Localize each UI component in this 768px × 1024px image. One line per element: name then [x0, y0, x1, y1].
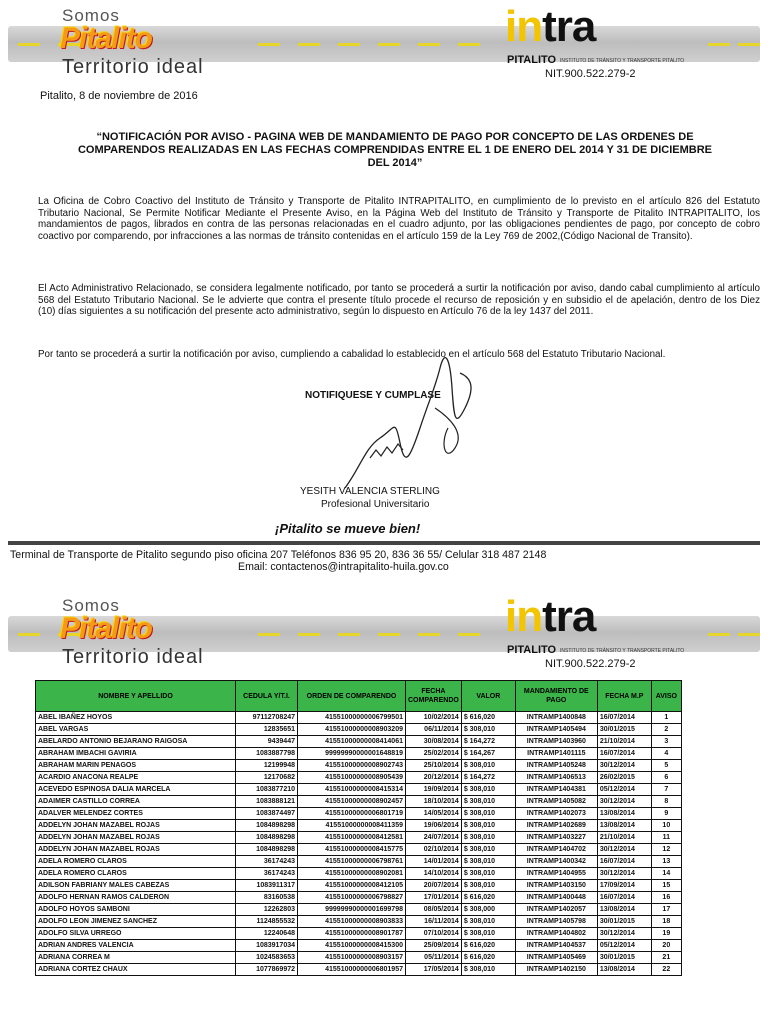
- table-row: [36, 820, 682, 832]
- table-cell: 30/12/2014: [597, 760, 651, 772]
- table-cell: 41551000000008415775: [298, 844, 406, 856]
- table-cell: INTRAMP1405494: [515, 724, 597, 736]
- table-cell: 41551000000008415300: [298, 940, 406, 952]
- table-cell: 1: [651, 712, 681, 724]
- somos-pitalito-logo: Somos Pitalito Territorio ideal: [60, 6, 204, 78]
- table-cell: 19/06/2014: [406, 820, 462, 832]
- table-cell: 8: [651, 796, 681, 808]
- table-cell: 14/10/2014: [406, 868, 462, 880]
- table-cell: ABRAHAM MARIN PENAGOS: [36, 760, 236, 772]
- table-cell: 99999990000001699798: [298, 904, 406, 916]
- table-cell: INTRAMP1403150: [515, 880, 597, 892]
- table-cell: 14: [651, 868, 681, 880]
- table-row: [36, 964, 682, 976]
- table-cell: INTRAMP1401115: [515, 748, 597, 760]
- table-cell: 11: [651, 832, 681, 844]
- table-cell: 41551000000008414061: [298, 736, 406, 748]
- table-cell: 7: [651, 784, 681, 796]
- table-cell: 41551000000006799501: [298, 712, 406, 724]
- table-cell: ABRAHAM IMBACHI GAVIRIA: [36, 748, 236, 760]
- table-cell: $ 308,010: [461, 856, 515, 868]
- table-row: [36, 784, 682, 796]
- table-cell: 16/07/2014: [597, 892, 651, 904]
- table-cell: INTRAMP1402073: [515, 808, 597, 820]
- table-cell: INTRAMP1402689: [515, 820, 597, 832]
- column-header: FECHA M.P: [597, 681, 651, 712]
- table-cell: 2: [651, 724, 681, 736]
- table-cell: ADDELYN JOHAN MAZABEL ROJAS: [36, 844, 236, 856]
- table-cell: 20/07/2014: [406, 880, 462, 892]
- table-row: [36, 904, 682, 916]
- table-cell: 1084898298: [236, 820, 298, 832]
- table-row: [36, 856, 682, 868]
- table-cell: 16/07/2014: [597, 748, 651, 760]
- table-cell: ADOLFO HERNAN RAMOS CALDERON: [36, 892, 236, 904]
- slogan: ¡Pitalito se mueve bien!: [275, 521, 421, 536]
- table-cell: 30/12/2014: [597, 868, 651, 880]
- table-cell: 30/01/2015: [597, 724, 651, 736]
- table-cell: $ 308,010: [461, 724, 515, 736]
- table-cell: $ 308,010: [461, 784, 515, 796]
- table-cell: $ 308,010: [461, 796, 515, 808]
- table-cell: $ 164,272: [461, 736, 515, 748]
- table-cell: ADDELYN JOHAN MAZABEL ROJAS: [36, 832, 236, 844]
- table-cell: 83160538: [236, 892, 298, 904]
- table-cell: $ 308,010: [461, 820, 515, 832]
- table-cell: 15: [651, 880, 681, 892]
- footer-address: Terminal de Transporte de Pitalito segundo piso oficina 207 Teléfonos 836 95 20, 836 36 55/ Celular 318 487 2148: [10, 549, 547, 561]
- table-cell: INTRAMP1400848: [515, 712, 597, 724]
- table-cell: 16/07/2014: [597, 856, 651, 868]
- table-cell: 1024583653: [236, 952, 298, 964]
- table-cell: INTRAMP1402150: [515, 964, 597, 976]
- table-cell: ADOLFO HOYOS SAMBONI: [36, 904, 236, 916]
- table-cell: 30/12/2014: [597, 928, 651, 940]
- table-cell: ABEL VARGAS: [36, 724, 236, 736]
- column-header: VALOR: [461, 681, 515, 712]
- table-cell: ACARDIO ANACONA REALPE: [36, 772, 236, 784]
- column-header: MANDAMIENTO DE PAGO: [515, 681, 597, 712]
- table-cell: 13/08/2014: [597, 904, 651, 916]
- table-cell: 36174243: [236, 868, 298, 880]
- notice-title: “NOTIFICACIÓN POR AVISO - PAGINA WEB DE MANDAMIENTO DE PAGO POR CONCEPTO DE LAS ORDENES DE COMPARENDOS REALIZADAS EN LAS FECHAS COMPRENDIDAS ENTRE EL 1 DE ENERO DEL 2014 Y 31 DE DICIEMBRE DEL 2014”: [77, 131, 713, 169]
- table-cell: ADALVER MELENDEZ CORTES: [36, 808, 236, 820]
- table-cell: 02/10/2014: [406, 844, 462, 856]
- table-cell: ADRIANA CORTEZ CHAUX: [36, 964, 236, 976]
- letter-date: Pitalito, 8 de noviembre de 2016: [40, 90, 198, 102]
- table-cell: 36174243: [236, 856, 298, 868]
- table-cell: 1083877210: [236, 784, 298, 796]
- table-cell: 25/10/2014: [406, 760, 462, 772]
- table-cell: 41551000000006798761: [298, 856, 406, 868]
- table-cell: INTRAMP1405082: [515, 796, 597, 808]
- table-cell: 41551000000008902743: [298, 760, 406, 772]
- table-cell: 14/01/2014: [406, 856, 462, 868]
- table-cell: 13/08/2014: [597, 808, 651, 820]
- table-cell: 21/10/2014: [597, 832, 651, 844]
- table-cell: ADOLFO LEON JIMENEZ SANCHEZ: [36, 916, 236, 928]
- table-cell: 30/01/2015: [597, 916, 651, 928]
- somos-pitalito-logo: Somos Pitalito Territorio ideal: [60, 596, 204, 668]
- table-cell: 41551000000008903209: [298, 724, 406, 736]
- table-cell: ADDELYN JOHAN MAZABEL ROJAS: [36, 820, 236, 832]
- table-cell: 5: [651, 760, 681, 772]
- header-banner: [0, 0, 768, 95]
- signer-role: Profesional Universitario: [321, 499, 430, 510]
- footer-email: Email: contactenos@intrapitalito-huila.gov.co: [238, 561, 449, 573]
- table-cell: 05/12/2014: [597, 784, 651, 796]
- table-cell: 1083887798: [236, 748, 298, 760]
- table-cell: 3: [651, 736, 681, 748]
- table-cell: INTRAMP1400448: [515, 892, 597, 904]
- table-cell: INTRAMP1404381: [515, 784, 597, 796]
- notices-table: [35, 680, 682, 976]
- table-row: [36, 712, 682, 724]
- table-row: [36, 748, 682, 760]
- table-cell: ADAIMER CASTILLO CORREA: [36, 796, 236, 808]
- table-cell: 24/07/2014: [406, 832, 462, 844]
- table-cell: 9: [651, 808, 681, 820]
- table-cell: INTRAMP1404702: [515, 844, 597, 856]
- table-cell: 41551000000008412581: [298, 832, 406, 844]
- table-cell: 08/05/2014: [406, 904, 462, 916]
- table-page: [0, 590, 768, 1024]
- table-cell: 18/10/2014: [406, 796, 462, 808]
- table-cell: $ 308,010: [461, 928, 515, 940]
- table-row: [36, 928, 682, 940]
- table-cell: 10/02/2014: [406, 712, 462, 724]
- table-header-row: [36, 681, 682, 712]
- table-cell: INTRAMP1403960: [515, 736, 597, 748]
- table-cell: $ 308,010: [461, 760, 515, 772]
- table-cell: $ 308,010: [461, 880, 515, 892]
- table-cell: ABEL IBAÑEZ HOYOS: [36, 712, 236, 724]
- table-cell: 14/05/2014: [406, 808, 462, 820]
- table-cell: $ 164,272: [461, 772, 515, 784]
- table-cell: 1083874497: [236, 808, 298, 820]
- table-cell: 17/09/2014: [597, 880, 651, 892]
- table-cell: 10: [651, 820, 681, 832]
- table-row: [36, 916, 682, 928]
- table-cell: 41551000000006801957: [298, 964, 406, 976]
- paragraph-1: La Oficina de Cobro Coactivo del Instituto de Tránsito y Transporte de Pitalito INTRAPITALITO, en cumplimiento de lo previsto en el artículo 826 del Estatuto Tributario Nacional, Se Permite Notificar Mediante el Presente Aviso, en la Página Web del Instituto de Tránsito y Transporte de Pitalito INTRAPITALITO, los mandamientos de pagos, librados en contra de las personas relacionadas en el cuadro adjunto, por las obligaciones pendientes de pago, por concepto de cobro coactivo por comparendo, por infracciones a las normas de tránsito contenidas en el artículo 159 de la Ley 769 de 2002,(Código Nacional de Transito).: [38, 196, 760, 242]
- table-cell: 22: [651, 964, 681, 976]
- table-row: [36, 736, 682, 748]
- table-row: [36, 952, 682, 964]
- table-cell: 21: [651, 952, 681, 964]
- table-row: [36, 796, 682, 808]
- table-cell: 30/12/2014: [597, 844, 651, 856]
- column-header: AVISO: [651, 681, 681, 712]
- table-cell: 30/08/2014: [406, 736, 462, 748]
- table-cell: 12262803: [236, 904, 298, 916]
- table-cell: ADELA ROMERO CLAROS: [36, 868, 236, 880]
- table-cell: 1124855532: [236, 916, 298, 928]
- table-cell: $ 308,010: [461, 868, 515, 880]
- header-banner: [0, 590, 768, 685]
- table-cell: $ 616,020: [461, 892, 515, 904]
- footer-divider: [8, 541, 760, 545]
- table-cell: 30/01/2015: [597, 952, 651, 964]
- table-cell: 07/10/2014: [406, 928, 462, 940]
- table-cell: INTRAMP1403227: [515, 832, 597, 844]
- table-cell: 13: [651, 856, 681, 868]
- column-header: NOMBRE Y APELLIDO: [36, 681, 236, 712]
- table-cell: 19/09/2014: [406, 784, 462, 796]
- table-row: [36, 808, 682, 820]
- table-cell: ADRIANA CORREA M: [36, 952, 236, 964]
- table-cell: INTRAMP1406513: [515, 772, 597, 784]
- table-cell: 4: [651, 748, 681, 760]
- table-cell: $ 308,010: [461, 964, 515, 976]
- table-cell: ADOLFO SILVA URREGO: [36, 928, 236, 940]
- closing-text: NOTIFIQUESE Y CUMPLASE: [305, 390, 441, 401]
- paragraph-3: Por tanto se procederá a surtir la notificación por aviso, cumpliendo a cabalidad lo establecido en el artículo 568 del Estatuto Tributario Nacional.: [38, 349, 666, 360]
- table-cell: 18: [651, 916, 681, 928]
- table-cell: 05/11/2014: [406, 952, 462, 964]
- table-cell: ADILSON FABRIANY MALES CABEZAS: [36, 880, 236, 892]
- table-row: [36, 832, 682, 844]
- table-cell: 41551000000008905439: [298, 772, 406, 784]
- table-cell: 1083888121: [236, 796, 298, 808]
- table-cell: 12835651: [236, 724, 298, 736]
- table-cell: INTRAMP1404955: [515, 868, 597, 880]
- column-header: ORDEN DE COMPARENDO: [298, 681, 406, 712]
- table-cell: 26/02/2015: [597, 772, 651, 784]
- signer-name: YESITH VALENCIA STERLING: [300, 486, 440, 497]
- table-cell: INTRAMP1404537: [515, 940, 597, 952]
- table-cell: 16/11/2014: [406, 916, 462, 928]
- table-cell: $ 164,267: [461, 748, 515, 760]
- table-cell: 12170682: [236, 772, 298, 784]
- table-cell: 1077869972: [236, 964, 298, 976]
- intra-logo: intra PITALITO INSTITUTO DE TRÁNSITO Y TRANSPORTE PITALITO NIT.900.522.279-2: [505, 2, 685, 80]
- table-cell: 41551000000008903157: [298, 952, 406, 964]
- table-cell: INTRAMP1405798: [515, 916, 597, 928]
- handwritten-signature: [340, 348, 480, 498]
- table-cell: 30/12/2014: [597, 796, 651, 808]
- table-cell: $ 308,010: [461, 916, 515, 928]
- table-cell: $ 616,020: [461, 952, 515, 964]
- table-cell: $ 308,010: [461, 832, 515, 844]
- table-cell: 9439447: [236, 736, 298, 748]
- table-row: [36, 940, 682, 952]
- table-row: [36, 868, 682, 880]
- table-cell: 12240648: [236, 928, 298, 940]
- table-cell: INTRAMP1404802: [515, 928, 597, 940]
- table-cell: 12: [651, 844, 681, 856]
- table-cell: INTRAMP1405248: [515, 760, 597, 772]
- table-cell: 1084898298: [236, 844, 298, 856]
- table-cell: INTRAMP1402057: [515, 904, 597, 916]
- table-cell: 20/12/2014: [406, 772, 462, 784]
- table-cell: 17/05/2014: [406, 964, 462, 976]
- table-cell: 25/09/2014: [406, 940, 462, 952]
- paragraph-2: El Acto Administrativo Relacionado, se considera legalmente notificado, por tanto se procederá a surtir la notificación por aviso, dando cabal cumplimiento al artículo 568 del Estatuto Tributario Nacional. Se le advierte que contra el presente título procede el recurso de reposición y en subsidio el de apelación, dentro de los Diez (10) días siguientes a su notificación del presente acto administrativo, según lo dispuesto en Artículo 76 de la ley 1437 del 2011.: [38, 283, 760, 318]
- table-cell: 13/08/2014: [597, 964, 651, 976]
- table-cell: INTRAMP1405469: [515, 952, 597, 964]
- table-cell: 99999990000001648819: [298, 748, 406, 760]
- table-cell: INTRAMP1400342: [515, 856, 597, 868]
- intra-logo: intra PITALITO INSTITUTO DE TRÁNSITO Y TRANSPORTE PITALITO NIT.900.522.279-2: [505, 592, 685, 670]
- table-row: [36, 880, 682, 892]
- table-cell: 05/12/2014: [597, 940, 651, 952]
- table-cell: ADELA ROMERO CLAROS: [36, 856, 236, 868]
- nit-number: NIT.900.522.279-2: [545, 658, 636, 670]
- table-cell: $ 308,000: [461, 904, 515, 916]
- table-cell: 6: [651, 772, 681, 784]
- column-header: FECHA COMPARENDO: [406, 681, 462, 712]
- table-cell: $ 308,010: [461, 808, 515, 820]
- table-cell: 17/01/2014: [406, 892, 462, 904]
- table-cell: 20: [651, 940, 681, 952]
- column-header: CEDULA Y/T.I.: [236, 681, 298, 712]
- table-cell: 1084898298: [236, 832, 298, 844]
- table-row: [36, 724, 682, 736]
- table-cell: 16: [651, 892, 681, 904]
- table-cell: 25/02/2014: [406, 748, 462, 760]
- table-cell: 21/10/2014: [597, 736, 651, 748]
- table-row: [36, 844, 682, 856]
- table-cell: 41551000000006801719: [298, 808, 406, 820]
- table-row: [36, 772, 682, 784]
- table-cell: 19: [651, 928, 681, 940]
- table-row: [36, 892, 682, 904]
- nit-number: NIT.900.522.279-2: [545, 68, 636, 80]
- table-cell: ADRIAN ANDRES VALENCIA: [36, 940, 236, 952]
- table-cell: ABELARDO ANTONIO BEJARANO RAIGOSA: [36, 736, 236, 748]
- table-cell: 1083911317: [236, 880, 298, 892]
- table-cell: $ 616,020: [461, 940, 515, 952]
- table-cell: 41551000000008902457: [298, 796, 406, 808]
- table-cell: 06/11/2014: [406, 724, 462, 736]
- table-cell: 17: [651, 904, 681, 916]
- table-cell: $ 616,020: [461, 712, 515, 724]
- table-cell: 41551000000008901787: [298, 928, 406, 940]
- table-row: [36, 760, 682, 772]
- table-cell: ACEVEDO ESPINOSA DALIA MARCELA: [36, 784, 236, 796]
- table-cell: 41551000000008415314: [298, 784, 406, 796]
- table-cell: 41551000000006798827: [298, 892, 406, 904]
- table-cell: 41551000000008411359: [298, 820, 406, 832]
- table-cell: 13/08/2014: [597, 820, 651, 832]
- table-cell: 97112708247: [236, 712, 298, 724]
- table-cell: 41551000000008412105: [298, 880, 406, 892]
- table-cell: 41551000000008903833: [298, 916, 406, 928]
- table-cell: 41551000000008902081: [298, 868, 406, 880]
- table-cell: $ 308,010: [461, 844, 515, 856]
- table-cell: 1083917034: [236, 940, 298, 952]
- table-cell: 12199948: [236, 760, 298, 772]
- table-cell: 16/07/2014: [597, 712, 651, 724]
